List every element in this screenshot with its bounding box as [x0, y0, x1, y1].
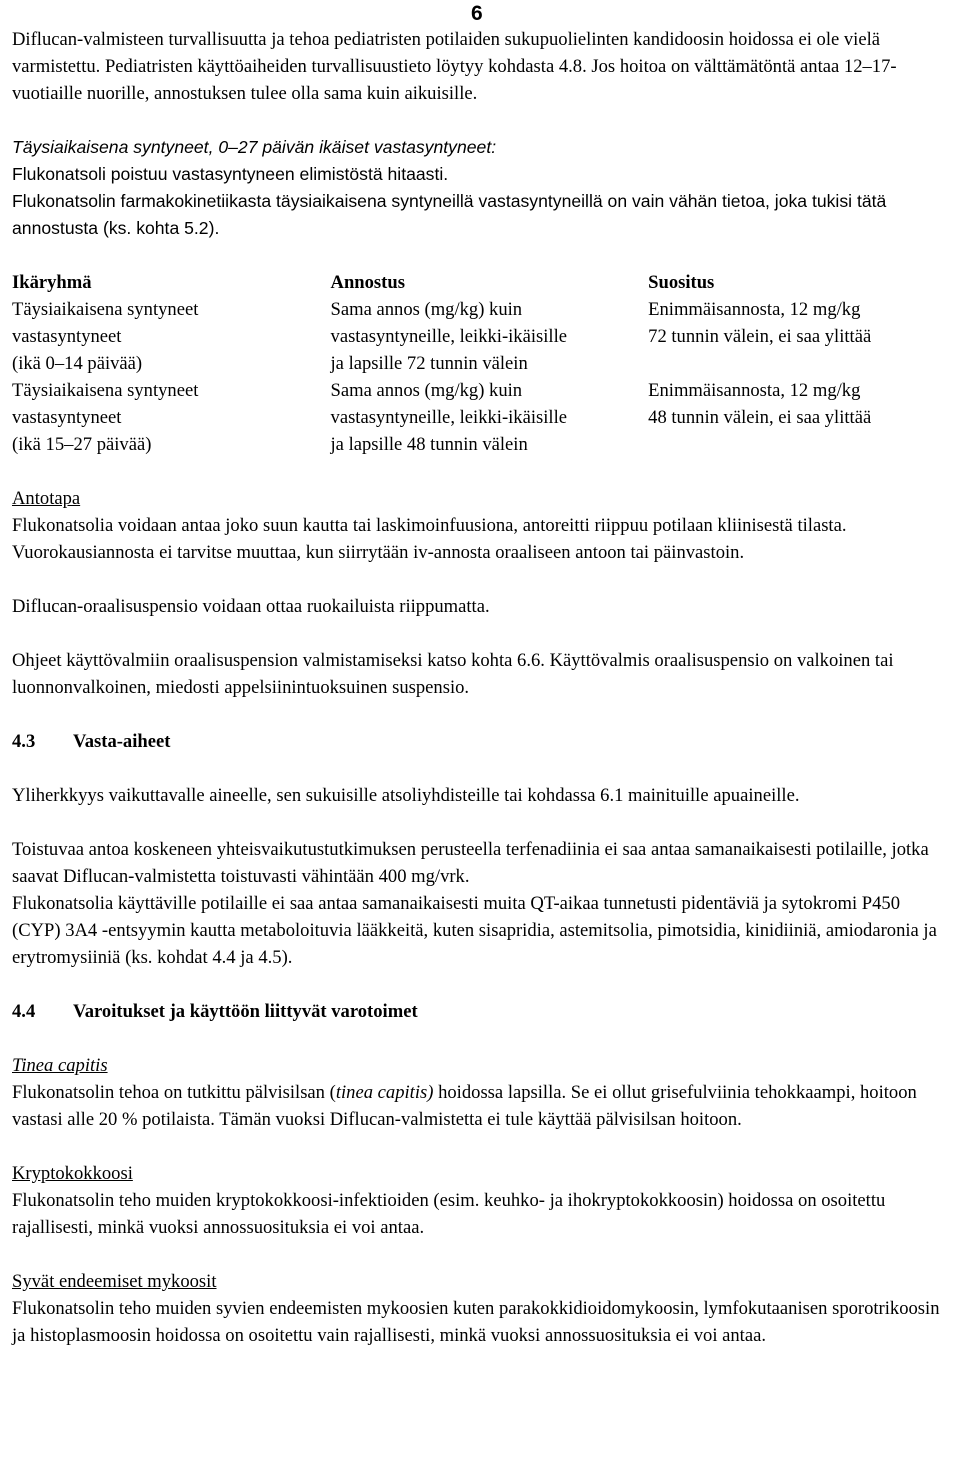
header-dose: Annostus: [330, 272, 405, 293]
table-cell-dose: Sama annos (mg/kg) kuin vastasyntyneille, leikki-ikäisille ja lapsille 72 tunnin välein: [330, 299, 568, 374]
document-body: [12, 26, 947, 1349]
page-number: 6: [471, 2, 483, 25]
cryptococcosis-title: Kryptokokkoosi: [12, 1163, 133, 1184]
deep-mycoses-title: Syvät endeemiset mykoosit: [12, 1271, 217, 1292]
dosing-table: [12, 269, 947, 458]
table-cell-recommendation: Enimmäisannosta, 12 mg/kg 72 tunnin välein, ei saa ylittää: [648, 299, 872, 347]
table-cell-age: Täysiaikaisena syntyneet vastasyntyneet (ikä 0–14 päivää): [12, 299, 199, 374]
section-4-3-heading: [12, 728, 947, 755]
tinea-capitis-title: Tinea capitis: [12, 1055, 108, 1076]
deep-mycoses-text: Flukonatsolin teho muiden syvien endeemisten mykoosien kuten parakokkidioidomykoosin, lymfokutaanisen sporotrikoosin ja histoplasmoosin hoidossa on osoitettu vain rajallisesti, minkä vuoksi annossuosituksia ei voi antaa.: [12, 1298, 940, 1346]
table-row: [12, 377, 947, 458]
contraindications-text-1: Yliherkkyys vaikuttavalle aineelle, sen sukuisille atsoliyhdisteille tai kohdassa 6.1 mainituille apuaineille.: [12, 785, 800, 806]
cryptococcosis-text: Flukonatsolin teho muiden kryptokokkoosi-infektioiden (esim. keuhko- ja ihokryptokokkoosin) hoidossa on osoitettu rajallisesti, minkä vuoksi annossuosituksia ei voi antaa.: [12, 1190, 886, 1238]
tinea-capitis-text: Flukonatsolin tehoa on tutkittu pälvisilsan (tinea capitis) hoidossa lapsilla. Se ei ollut grisefulviinia tehokkaampi, hoitoon vastasi alle 20 % potilaista. Tämän vuoksi Diflucan-valmistetta ei tule käyttää pälvisilsan hoitoon.: [12, 1082, 917, 1130]
neonates-text-2: Flukonatsolin farmakokinetiikasta täysiaikaisena syntyneillä vastasyntyneillä on vain vähän tietoa, joka tukisi tätä annostusta (ks. kohta 5.2).: [12, 191, 887, 238]
neonates-subheading: Täysiaikaisena syntyneet, 0–27 päivän ikäiset vastasyntyneet:: [12, 137, 497, 157]
contraindications-text-3: Flukonatsolia käyttäville potilaille ei saa antaa samanaikaisesti muita QT-aikaa tunnetusti pidentäviä ja sytokromi P450 (CYP) 3A4 -entsyymin kautta metaboloituvia lääkkeitä, kuten sisapridia, astemitsolia, pimotsidia, kinidiiniä, amiodaronia ja erytromysiiniä (ks. kohdat 4.4 ja 4.5).: [12, 893, 937, 968]
table-cell-recommendation: Enimmäisannosta, 12 mg/kg 48 tunnin välein, ei saa ylittää: [648, 380, 872, 428]
table-cell-dose: Sama annos (mg/kg) kuin vastasyntyneille, leikki-ikäisille ja lapsille 48 tunnin välein: [330, 380, 568, 455]
neonates-text-1: Flukonatsoli poistuu vastasyntyneen elimistöstä hitaasti.: [12, 164, 449, 184]
administration-text-2: Diflucan-oraalisuspensio voidaan ottaa ruokailuista riippumatta.: [12, 596, 490, 617]
section-title: Varoitukset ja käyttöön liittyvät varotoimet: [73, 1001, 418, 1022]
header-age-group: Ikäryhmä: [12, 272, 92, 293]
section-title: Vasta-aiheet: [73, 731, 171, 752]
section-number: 4.3: [12, 731, 36, 752]
contraindications-text-2: Toistuvaa antoa koskeneen yhteisvaikutustutkimuksen perusteella terfenadiinia ei saa antaa samanaikaisesti potilaille, jotka saavat Diflucan-valmistetta toistuvasti vähintään 400 mg/vrk.: [12, 839, 929, 887]
administration-title: Antotapa: [12, 488, 81, 509]
administration-text-1: Flukonatsolia voidaan antaa joko suun kautta tai laskimoinfuusiona, antoreitti riippuu potilaan kliinisestä tilasta. Vuorokausiannosta ei tarvitse muuttaa, kun siirrytään iv-annosta oraaliseen antoon tai päinvastoin.: [12, 515, 847, 563]
header-recommendation: Suositus: [648, 272, 715, 293]
intro-paragraph: Diflucan-valmisteen turvallisuutta ja tehoa pediatristen potilaiden sukupuolielinten kandidoosin hoidossa ei ole vielä varmistettu. Pediatristen käyttöaiheiden turvallisuustieto löytyy kohdasta 4.8. Jos hoitoa on välttämätöntä antaa 12–17-vuotiaille nuorille, annostuksen tulee olla sama kuin aikuisille.: [12, 29, 897, 104]
table-row: [12, 296, 947, 377]
administration-text-3: Ohjeet käyttövalmiin oraalisuspension valmistamiseksi katso kohta 6.6. Käyttövalmis oraalisuspensio on valkoinen tai luonnonvalkoinen, miedosti appelsiinintuoksuinen suspensio.: [12, 650, 894, 698]
section-4-4-heading: [12, 998, 947, 1025]
table-cell-age: Täysiaikaisena syntyneet vastasyntyneet (ikä 15–27 päivää): [12, 380, 199, 455]
table-header-row: [12, 269, 947, 296]
section-number: 4.4: [12, 1001, 36, 1022]
